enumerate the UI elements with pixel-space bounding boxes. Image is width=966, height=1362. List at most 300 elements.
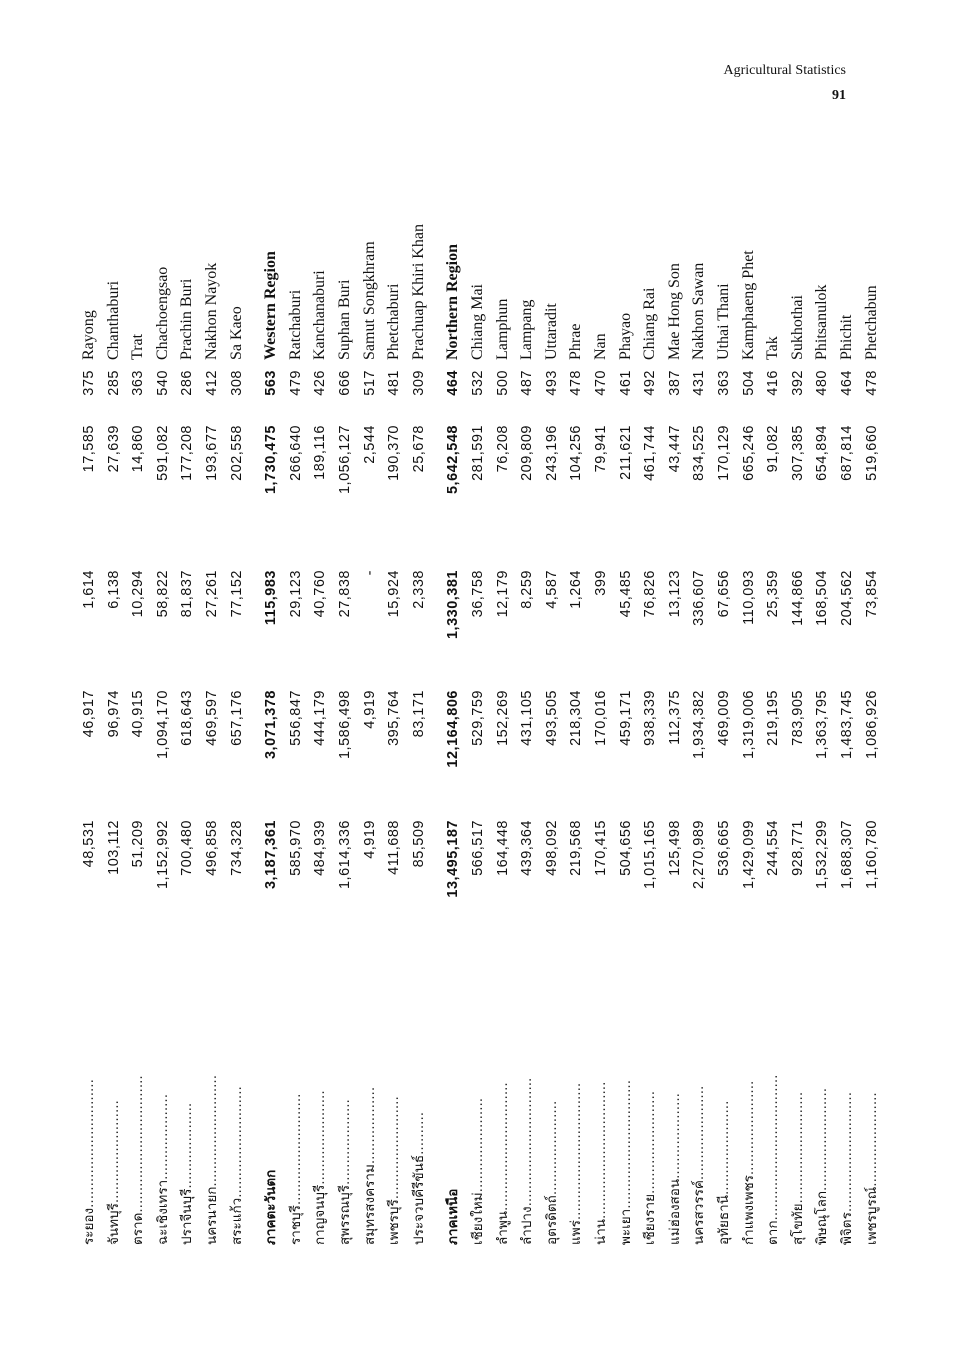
province-thai-name xyxy=(407,945,431,1245)
value-cell-4: 76,208 xyxy=(494,425,511,473)
value-cell-3: 399 xyxy=(593,570,609,596)
province-english-name: Chiang Rai xyxy=(641,287,659,360)
value-cell-5: 387 xyxy=(666,370,683,396)
thai-label: เชียงใหม่ xyxy=(470,1192,486,1245)
table-row xyxy=(761,165,785,1245)
value-cell-2: 1,586,498 xyxy=(337,690,353,760)
value-cell-4: 243,196 xyxy=(543,425,560,481)
province-thai-name xyxy=(564,945,588,1245)
thai-label: ประจวบคีรีขันธ์ xyxy=(410,1154,427,1245)
value-cell-3: 13,123 xyxy=(666,570,683,618)
value-cell-2: 1,086,926 xyxy=(863,690,880,760)
value-cell-4: 2,544 xyxy=(361,425,378,464)
value-cell-3: 110,093 xyxy=(740,570,757,625)
value-cell-4: 266,640 xyxy=(287,425,304,481)
province-english-name: Western Region xyxy=(262,251,280,360)
value-cell-3: 204,562 xyxy=(839,570,855,626)
table-row xyxy=(638,165,662,1245)
thai-label: สระแก้ว xyxy=(228,1197,245,1245)
value-cell-3: 36,758 xyxy=(470,570,486,618)
table-row xyxy=(466,165,490,1245)
value-cell-1: 1,152,992 xyxy=(154,820,171,890)
value-cell-5: 480 xyxy=(814,370,831,396)
value-cell-4: 307,385 xyxy=(789,425,806,481)
thai-label: สุโขทัย xyxy=(789,1203,806,1245)
value-cell-3: 29,123 xyxy=(287,570,304,618)
value-cell-3: 168,504 xyxy=(814,570,831,626)
table-row xyxy=(259,165,283,1245)
leader-dots: ........................ xyxy=(814,1087,831,1191)
province-thai-name xyxy=(333,945,357,1245)
value-cell-4: 461,744 xyxy=(642,425,659,481)
value-cell-4: 189,116 xyxy=(312,425,329,480)
table-row xyxy=(358,165,382,1245)
value-cell-1: 504,656 xyxy=(617,820,634,876)
value-cell-2: 1,319,006 xyxy=(740,690,757,760)
leader-dots: ...................... xyxy=(470,1097,486,1193)
thai-label: ฉะเชิงเทรา xyxy=(154,1179,171,1245)
table-row xyxy=(126,165,150,1245)
province-thai-name xyxy=(225,945,249,1245)
value-cell-4: 193,677 xyxy=(204,425,220,481)
value-cell-5: 426 xyxy=(312,370,329,396)
province-thai-name xyxy=(540,945,564,1245)
province-english-name: Nakhon Nayok xyxy=(203,262,220,360)
province-english-name: Phayao xyxy=(616,312,634,360)
value-cell-1: 51,209 xyxy=(130,820,147,868)
value-cell-3: 15,924 xyxy=(386,570,403,618)
province-english-name: Mae Hong Son xyxy=(665,263,683,360)
thai-label: พิจิตร xyxy=(839,1212,855,1245)
leader-dots: ...................... xyxy=(740,1080,757,1176)
value-cell-1: 498,092 xyxy=(543,820,560,876)
value-cell-5: 375 xyxy=(81,370,97,396)
value-cell-4: 5,642,548 xyxy=(445,425,462,495)
province-english-name: Chachoengsao xyxy=(153,266,171,360)
value-cell-3: 10,294 xyxy=(130,570,147,618)
province-thai-name xyxy=(308,945,332,1245)
value-cell-1: 13,495,187 xyxy=(445,820,462,898)
leader-dots: ........................ xyxy=(105,1100,122,1204)
value-cell-1: 3,187,361 xyxy=(263,820,280,890)
table-row xyxy=(77,165,101,1245)
value-cell-4: 43,447 xyxy=(666,425,683,473)
province-english-name: Prachin Buri xyxy=(178,278,196,360)
table-row xyxy=(786,165,810,1245)
value-cell-5: 478 xyxy=(568,370,585,396)
value-cell-2: 4,919 xyxy=(361,690,378,729)
value-cell-4: 1,056,127 xyxy=(337,425,353,495)
value-cell-4: 104,256 xyxy=(568,425,585,481)
leader-dots: ...................... xyxy=(312,1090,329,1185)
thai-label: ระยอง xyxy=(81,1207,97,1245)
province-thai-name xyxy=(687,945,711,1245)
province-english-name: Kanchanaburi xyxy=(311,270,329,360)
value-cell-5: 363 xyxy=(130,370,147,396)
thai-label: นครนายก xyxy=(204,1186,220,1245)
province-english-name: Northern Region xyxy=(444,244,462,360)
thai-label: ราชบุรี xyxy=(287,1205,304,1245)
value-cell-1: 170,415 xyxy=(593,820,609,876)
page-header xyxy=(724,62,846,104)
leader-dots: ...................... xyxy=(716,1100,732,1196)
value-cell-1: 103,112 xyxy=(105,820,122,875)
thai-label: แพร่ xyxy=(568,1220,585,1245)
value-cell-2: 529,759 xyxy=(470,690,486,746)
leader-dots: .............................. xyxy=(81,1079,97,1208)
value-cell-1: 1,688,307 xyxy=(839,820,855,890)
value-cell-1: 700,480 xyxy=(179,820,196,876)
value-cell-5: 286 xyxy=(179,370,196,396)
province-english-name: Samut Songkhram xyxy=(360,241,378,360)
province-thai-name xyxy=(382,945,406,1245)
value-cell-3: 1,330,381 xyxy=(445,570,462,640)
province-thai-name xyxy=(77,945,101,1245)
thai-label: ปราจีนบุรี xyxy=(179,1188,196,1245)
value-cell-4: 190,370 xyxy=(386,425,403,481)
value-cell-1: 1,532,299 xyxy=(814,820,831,890)
thai-label: จันทบุรี xyxy=(105,1203,122,1245)
thai-label: อุตรดิตถ์ xyxy=(543,1195,560,1245)
province-thai-name xyxy=(638,945,662,1245)
value-cell-4: 17,585 xyxy=(81,425,97,473)
value-cell-4: 281,591 xyxy=(470,425,486,481)
value-cell-2: 219,195 xyxy=(765,690,782,746)
value-cell-4: 14,860 xyxy=(130,425,147,473)
leader-dots: .................................. xyxy=(765,1074,782,1221)
value-cell-2: 938,339 xyxy=(642,690,659,746)
value-cell-3: 2,338 xyxy=(410,570,427,609)
leader-dots: .................... xyxy=(337,1099,353,1185)
value-cell-5: 532 xyxy=(470,370,486,396)
value-cell-5: 431 xyxy=(691,370,708,396)
thai-label: ภาคเหนือ xyxy=(445,1188,462,1245)
province-english-name: Phetchaburi xyxy=(385,283,403,360)
value-cell-1: 125,498 xyxy=(666,820,683,876)
value-cell-5: 666 xyxy=(337,370,353,396)
value-cell-5: 563 xyxy=(263,370,280,396)
value-cell-3: 6,138 xyxy=(105,570,122,609)
value-cell-3: 45,485 xyxy=(617,570,634,618)
value-cell-2: 431,105 xyxy=(519,690,536,746)
leader-dots: .................. xyxy=(361,1086,378,1165)
value-cell-4: 79,941 xyxy=(593,425,609,473)
table-row xyxy=(151,165,175,1245)
province-thai-name xyxy=(663,945,687,1245)
value-cell-5: 478 xyxy=(863,370,880,396)
value-cell-1: 566,517 xyxy=(470,820,486,876)
province-thai-name xyxy=(491,945,515,1245)
table-row xyxy=(515,165,539,1245)
value-cell-2: 459,171 xyxy=(617,690,634,746)
table-row xyxy=(737,165,761,1245)
value-cell-4: 665,246 xyxy=(740,425,757,481)
value-cell-2: 152,269 xyxy=(494,690,511,746)
province-thai-name xyxy=(466,945,490,1245)
province-english-name: Phitsanulok xyxy=(813,284,831,360)
table-row xyxy=(175,165,199,1245)
province-thai-name xyxy=(860,945,884,1245)
value-cell-5: 492 xyxy=(642,370,659,396)
thai-label: น่าน xyxy=(593,1218,609,1245)
province-english-name: Trat xyxy=(129,333,147,360)
leader-dots: .......................... xyxy=(287,1093,304,1206)
value-cell-2: 1,363,795 xyxy=(814,690,831,760)
value-cell-4: 1,730,475 xyxy=(263,425,280,495)
value-cell-3: 67,656 xyxy=(716,570,732,618)
province-english-name: Tak xyxy=(764,336,782,360)
province-thai-name xyxy=(810,945,834,1245)
value-cell-3: 4,587 xyxy=(543,570,560,609)
value-cell-5: 416 xyxy=(765,370,782,396)
value-cell-1: 536,665 xyxy=(716,820,732,876)
value-cell-1: 85,509 xyxy=(410,820,427,868)
table-row xyxy=(810,165,834,1245)
leader-dots: .......... xyxy=(410,1111,427,1155)
thai-label: สมุทรสงคราม xyxy=(361,1164,378,1245)
province-english-name: Uthai Thani xyxy=(715,283,732,360)
table-row xyxy=(860,165,884,1245)
value-cell-4: 519,660 xyxy=(863,425,880,481)
table-row xyxy=(589,165,613,1245)
province-english-name: Lampang xyxy=(518,299,536,360)
table-row xyxy=(564,165,588,1245)
leader-dots: .................... xyxy=(154,1094,171,1180)
value-cell-4: 25,678 xyxy=(410,425,427,473)
value-cell-1: 219,568 xyxy=(568,820,585,876)
province-english-name: Rayong xyxy=(80,310,97,360)
value-cell-5: 363 xyxy=(716,370,732,396)
province-english-name: Ratchaburi xyxy=(286,289,304,360)
leader-dots: ................................ xyxy=(568,1082,585,1221)
value-cell-5: 504 xyxy=(740,370,757,396)
value-cell-3: 115,983 xyxy=(263,570,280,626)
value-cell-2: 3,071,378 xyxy=(263,690,280,760)
value-cell-5: 464 xyxy=(839,370,855,396)
leader-dots: .............................. xyxy=(494,1082,511,1212)
value-cell-4: 91,082 xyxy=(765,425,782,473)
thai-label: เพชรบุรี xyxy=(386,1199,403,1245)
province-english-name: Kamphaeng Phet xyxy=(739,250,757,360)
table-row xyxy=(333,165,357,1245)
value-cell-1: 1,015,165 xyxy=(642,820,659,890)
table-row xyxy=(663,165,687,1245)
value-cell-4: 654,894 xyxy=(814,425,831,481)
leader-dots: ................................ xyxy=(130,1075,147,1213)
table-row xyxy=(614,165,638,1245)
value-cell-3: 58,822 xyxy=(154,570,171,618)
value-cell-4: 27,639 xyxy=(105,425,122,473)
value-cell-3: 8,259 xyxy=(519,570,536,609)
leader-dots: .......................... xyxy=(204,1075,220,1187)
value-cell-5: 470 xyxy=(593,370,609,396)
value-cell-1: 928,771 xyxy=(789,820,806,876)
value-cell-5: 540 xyxy=(154,370,171,396)
value-cell-5: 517 xyxy=(361,370,378,396)
table-row xyxy=(407,165,431,1245)
value-cell-3: 25,359 xyxy=(765,570,782,618)
value-cell-2: 618,643 xyxy=(179,690,196,746)
value-cell-1: 1,429,099 xyxy=(740,820,757,890)
value-cell-1: 1,614,336 xyxy=(337,820,353,890)
province-english-name: Chiang Mai xyxy=(469,284,486,360)
thai-label: ตาก xyxy=(765,1220,782,1245)
leader-dots: .............................. xyxy=(519,1077,536,1207)
value-cell-5: 464 xyxy=(445,370,462,396)
value-cell-1: 48,531 xyxy=(81,820,97,868)
province-english-name: Sa Kaeo xyxy=(227,306,245,360)
province-thai-name xyxy=(151,945,175,1245)
province-thai-name xyxy=(441,945,465,1245)
province-english-name: Phichit xyxy=(838,314,855,360)
value-cell-5: 309 xyxy=(410,370,427,396)
value-cell-4: 687,814 xyxy=(839,425,855,481)
thai-label: นครสวรรค์ xyxy=(691,1180,708,1245)
value-cell-2: 218,304 xyxy=(568,690,585,746)
value-cell-4: 170,129 xyxy=(716,425,732,481)
province-thai-name xyxy=(259,945,283,1245)
table-row xyxy=(540,165,564,1245)
province-thai-name xyxy=(515,945,539,1245)
leader-dots: ........................ xyxy=(386,1096,403,1200)
value-cell-2: 469,597 xyxy=(204,690,220,746)
province-english-name: Uttaradit xyxy=(542,303,560,360)
table-row xyxy=(284,165,308,1245)
value-cell-1: 4,919 xyxy=(361,820,378,859)
value-cell-1: 496,858 xyxy=(204,820,220,876)
thai-label: พะเยา xyxy=(617,1208,634,1245)
value-cell-5: 461 xyxy=(617,370,634,396)
value-cell-4: 177,208 xyxy=(179,425,196,481)
value-cell-2: 1,934,382 xyxy=(691,690,708,760)
value-cell-3: 73,854 xyxy=(863,570,880,618)
province-thai-name xyxy=(712,945,736,1245)
value-cell-3: 144,866 xyxy=(789,570,806,626)
leader-dots: ...................... xyxy=(691,1085,708,1181)
value-cell-2: 83,171 xyxy=(410,690,427,738)
province-english-name: Nan xyxy=(592,333,609,360)
leader-dots: ...................... xyxy=(863,1092,880,1187)
province-thai-name xyxy=(284,945,308,1245)
value-cell-1: 411,688 xyxy=(386,820,403,875)
value-cell-2: 112,375 xyxy=(666,690,683,745)
leader-dots: .......................... xyxy=(228,1086,245,1198)
value-cell-1: 244,554 xyxy=(765,820,782,876)
value-cell-3: 336,607 xyxy=(691,570,708,626)
leader-dots: ...................... xyxy=(543,1100,560,1196)
value-cell-3: 40,760 xyxy=(312,570,329,618)
thai-label: ลำปาง xyxy=(519,1206,536,1245)
leader-dots: .................... xyxy=(179,1102,196,1189)
value-cell-5: 487 xyxy=(519,370,536,396)
table-row xyxy=(308,165,332,1245)
value-cell-2: 1,094,170 xyxy=(154,690,171,760)
value-cell-3: 76,826 xyxy=(642,570,659,618)
thai-label: สุพรรณบุรี xyxy=(337,1185,353,1245)
value-cell-1: 484,939 xyxy=(312,820,329,876)
statistics-table xyxy=(77,165,880,1245)
value-cell-4: 591,082 xyxy=(154,425,171,481)
province-thai-name xyxy=(102,945,126,1245)
province-thai-name xyxy=(200,945,224,1245)
value-cell-2: 493,505 xyxy=(543,690,560,746)
table-row xyxy=(491,165,515,1245)
leader-dots: .............................. xyxy=(617,1079,634,1209)
table-row xyxy=(200,165,224,1245)
thai-label: กำแพงเพชร xyxy=(740,1175,757,1245)
value-cell-4: 211,621 xyxy=(617,425,634,480)
thai-label: ภาคตะวันตก xyxy=(263,1169,280,1245)
thai-label: ตราด xyxy=(130,1212,147,1245)
value-cell-2: 469,009 xyxy=(716,690,732,746)
province-english-name: Chanthaburi xyxy=(104,280,122,360)
province-english-name: Lamphun xyxy=(493,298,511,360)
table-row xyxy=(225,165,249,1245)
province-thai-name xyxy=(737,945,761,1245)
value-cell-3: 81,837 xyxy=(179,570,196,618)
value-cell-2: 46,917 xyxy=(81,690,97,738)
leader-dots: ............................ xyxy=(839,1092,855,1213)
value-cell-2: 96,974 xyxy=(105,690,122,738)
value-cell-5: 479 xyxy=(287,370,304,396)
province-thai-name xyxy=(126,945,150,1245)
province-thai-name xyxy=(786,945,810,1245)
value-cell-2: 170,016 xyxy=(593,690,609,746)
province-english-name: Nakhon Sawan xyxy=(690,262,708,360)
province-thai-name xyxy=(175,945,199,1245)
value-cell-2: 395,764 xyxy=(386,690,403,746)
province-thai-name xyxy=(614,945,638,1245)
value-cell-1: 1,160,780 xyxy=(863,820,880,890)
thai-label: พิษณุโลก xyxy=(814,1190,831,1245)
thai-label: ลำพูน xyxy=(494,1211,511,1245)
value-cell-1: 585,970 xyxy=(287,820,304,876)
value-cell-3: 1,614 xyxy=(81,570,97,609)
thai-label: กาญจนบุรี xyxy=(312,1184,329,1245)
value-cell-5: 500 xyxy=(494,370,511,396)
value-cell-3: 27,261 xyxy=(204,570,220,618)
province-english-name: Prachuap Khiri Khan xyxy=(409,224,427,360)
value-cell-4: 834,525 xyxy=(691,425,708,481)
value-cell-5: 392 xyxy=(789,370,806,396)
value-cell-2: 12,164,806 xyxy=(445,690,462,768)
value-cell-5: 308 xyxy=(228,370,245,396)
value-cell-1: 439,364 xyxy=(519,820,536,876)
value-cell-1: 164,448 xyxy=(494,820,511,876)
leader-dots: ........................ xyxy=(642,1090,659,1194)
value-cell-3: 12,179 xyxy=(494,570,511,618)
province-english-name: Sukhothai xyxy=(788,295,806,360)
thai-label: อุทัยธานี xyxy=(716,1195,732,1245)
value-cell-2: 783,905 xyxy=(789,690,806,746)
value-cell-5: 481 xyxy=(386,370,403,396)
value-cell-5: 412 xyxy=(204,370,220,396)
table-row xyxy=(102,165,126,1245)
thai-label: แม่ฮ่องสอน xyxy=(666,1178,683,1245)
province-thai-name xyxy=(835,945,859,1245)
thai-label: เชียงราย xyxy=(642,1193,659,1245)
leader-dots: .......................... xyxy=(789,1091,806,1204)
province-thai-name xyxy=(358,945,382,1245)
province-thai-name xyxy=(761,945,785,1245)
value-cell-1: 2,270,989 xyxy=(691,820,708,890)
value-cell-1: 734,328 xyxy=(228,820,245,876)
value-cell-3: 77,152 xyxy=(228,570,245,618)
value-cell-2: 40,915 xyxy=(130,690,147,738)
thai-label: เพชรบูรณ์ xyxy=(863,1186,880,1245)
value-cell-3: - xyxy=(361,570,378,576)
value-cell-4: 202,558 xyxy=(228,425,245,481)
